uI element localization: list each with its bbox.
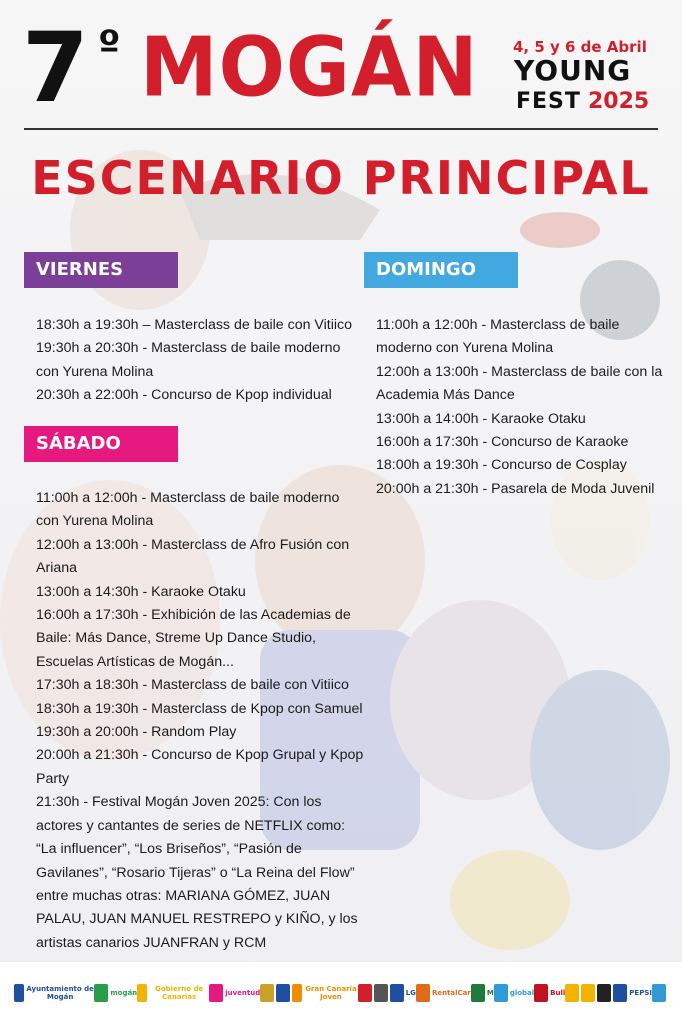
entry-activity: Pasarela de Moda Juvenil: [491, 480, 655, 497]
fest-label: FEST: [516, 89, 581, 114]
sponsor-logo: [358, 978, 374, 1008]
brand-icon: [374, 984, 388, 1002]
entry-separator: -: [138, 536, 152, 553]
day-header-sabado: SÁBADO: [24, 426, 178, 462]
sponsor-name: Gobierno de Canarias: [155, 985, 204, 1001]
sponsor-logo: [416, 978, 471, 1008]
sponsor-name: PEPSI: [629, 989, 652, 997]
entry-activity: Concurso de Cosplay: [491, 457, 627, 474]
schedule-entry: [36, 314, 356, 337]
sponsor-bar: [0, 962, 682, 1024]
sponsor-logo: [374, 978, 390, 1008]
entry-time: 11:00h a 12:00h: [36, 490, 138, 506]
schedule-domingo: [376, 314, 676, 501]
entry-separator: -: [138, 340, 152, 357]
entry-activity: Concurso de Kpop Grupal y Kpop Party: [36, 747, 364, 787]
stage-title: ESCENARIO PRINCIPAL: [31, 151, 651, 205]
entry-activity: Masterclass de baile con Vitiico: [151, 677, 349, 694]
sponsor-logo: [613, 978, 652, 1008]
entry-activity: Masterclass de Afro Fusión con Ariana: [36, 536, 350, 577]
sponsor-name: RentalCar: [431, 989, 471, 997]
entry-time: 12:00h a 13:00h: [376, 363, 479, 380]
sponsor-logo: [14, 978, 94, 1008]
schedule-entry: [376, 454, 676, 477]
edition-ordinal: º: [98, 23, 121, 69]
day-header-viernes: VIERNES: [24, 252, 178, 288]
festival-header: [0, 0, 682, 140]
entry-activity: Random Play: [151, 724, 237, 741]
sponsor-logo: [581, 978, 597, 1008]
entry-time: 11:00h a 12:00h: [376, 317, 478, 333]
schedule-entry: [36, 721, 366, 744]
entry-separator: -: [137, 490, 151, 506]
schedule-entry: [36, 581, 366, 604]
brand-icon: [292, 984, 302, 1002]
entry-time: 13:00h a 14:00h: [376, 410, 479, 427]
brand-icon: [471, 984, 485, 1002]
brand-icon: [390, 984, 404, 1002]
entry-separator: -: [138, 677, 152, 694]
sponsor-name: juventud: [225, 989, 261, 997]
entry-activity: Masterclass de Kpop con Samuel: [151, 700, 363, 717]
schedule-entry: [36, 534, 366, 581]
sponsor-logo: [276, 978, 292, 1008]
brand-icon: [613, 984, 627, 1002]
festival-year: 2025: [588, 89, 650, 114]
wave-icon: [94, 984, 108, 1002]
entry-time: 19:30h a 20:30h: [36, 340, 139, 357]
brand-icon: [416, 984, 430, 1002]
schedule-entry: [36, 487, 366, 534]
brand-icon: [597, 984, 611, 1002]
sponsor-logo: [565, 978, 581, 1008]
entry-time: 19:30h a 20:00h: [36, 724, 139, 741]
day-header-domingo: DOMINGO: [364, 252, 518, 288]
entry-activity: Masterclass de baile moderno con Yurena Molina: [376, 317, 620, 357]
brand-icon: [565, 984, 579, 1002]
entry-separator: -: [79, 794, 93, 811]
schedule-entry: [376, 408, 676, 431]
schedule-sabado: [36, 487, 366, 955]
entry-separator: –: [138, 317, 155, 333]
schedule-entry: [376, 314, 676, 361]
entry-separator: -: [478, 410, 492, 427]
entry-activity: Festival Mogán Joven 2025: Con los actores y cantantes de series de NETFLIX como: “La influencer”, “Los Briseños”, “Pasión de Gavilanes”, “Rosario Tijeras” o “La Reina del Flow” entre muchas otras: MARIANA GÓMEZ, JUAN PALAU, JUAN MANUEL RESTREPO y KIÑO, y los artistas canarios JUANFRAN y RCM: [36, 794, 358, 951]
entry-separator: -: [138, 700, 152, 717]
sponsor-logo: [137, 978, 209, 1008]
entry-activity: Concurso de Kpop individual: [151, 387, 332, 404]
sponsor-name: mogán: [110, 989, 138, 997]
sponsor-name: global: [509, 989, 535, 997]
entry-separator: -: [478, 363, 492, 380]
entry-time: 17:30h a 18:30h: [36, 677, 139, 694]
entry-time: 20:30h a 22:00h: [36, 387, 139, 404]
entry-activity: Exhibición de las Academias de Baile: Más Dance, Streme Up Dance Studio, Escuelas Artísticas de Mogán...: [36, 607, 351, 670]
entry-time: 21:30h: [36, 794, 80, 811]
brand-icon: [209, 984, 223, 1002]
entry-time: 16:00h a 17:30h: [36, 607, 139, 624]
entry-separator: -: [138, 387, 152, 404]
shield-icon: [14, 984, 24, 1002]
sponsor-logo: [94, 978, 137, 1008]
sponsor-name: M: [486, 989, 494, 997]
entry-activity: Masterclass de baile moderno con Yurena Molina: [36, 490, 340, 530]
entry-separator: -: [138, 583, 152, 600]
entry-time: 13:00h a 14:30h: [36, 583, 139, 600]
schedule-entry: [36, 604, 366, 674]
entry-time: 20:00h a 21:30h: [36, 747, 139, 764]
entry-separator: -: [478, 480, 492, 497]
brand-icon: [494, 984, 508, 1002]
entry-separator: -: [478, 434, 492, 451]
entry-time: 18:30h a 19:30h: [36, 700, 139, 717]
festival-dates: 4, 5 y 6 de Abril: [513, 38, 647, 56]
brand-icon: [652, 984, 666, 1002]
sponsor-logo: [534, 978, 565, 1008]
entry-separator: -: [138, 724, 152, 741]
sponsor-name: Gran Canaria Joven: [305, 985, 357, 1001]
sponsor-logo: [597, 978, 613, 1008]
sponsor-logo: [471, 978, 494, 1008]
header-divider: [24, 128, 658, 130]
entry-separator: -: [138, 747, 152, 764]
sponsor-logo: [494, 978, 534, 1008]
schedule-entry: [36, 337, 356, 384]
young-label: YOUNG: [514, 54, 632, 87]
brand-icon: [276, 984, 290, 1002]
festival-name: MOGÁN: [140, 20, 479, 116]
sponsor-logo: [652, 978, 668, 1008]
schedule-viernes: [36, 314, 356, 408]
entry-activity: Karaoke Otaku: [491, 410, 586, 427]
entry-time: 18:00h a 19:30h: [376, 457, 479, 474]
schedule-entry: [376, 431, 676, 454]
crest-icon: [260, 984, 274, 1002]
brand-icon: [358, 984, 372, 1002]
schedule-entry: [36, 674, 366, 697]
entry-activity: Karaoke Otaku: [151, 583, 246, 600]
sponsor-logo: [390, 978, 416, 1008]
schedule-entry: [36, 744, 366, 791]
schedule-entry: [376, 361, 676, 408]
schedule-entry: [36, 698, 366, 721]
sponsor-name: Ayuntamiento de Mogán: [26, 985, 94, 1001]
entry-separator: -: [138, 607, 152, 624]
edition-number: 7: [22, 12, 87, 124]
entry-time: 18:30h a 19:30h: [36, 317, 139, 333]
crest-icon: [137, 984, 147, 1002]
entry-time: 20:00h a 21:30h: [376, 480, 479, 497]
sponsor-logo: [260, 978, 276, 1008]
schedule-entry: [36, 791, 366, 955]
entry-separator: -: [478, 457, 492, 474]
entry-time: 16:00h a 17:30h: [376, 434, 479, 451]
schedule-entry: [36, 384, 356, 407]
sponsor-name: LG: [405, 989, 416, 997]
sponsor-name: Bull: [550, 989, 566, 997]
entry-time: 12:00h a 13:00h: [36, 536, 139, 553]
brand-icon: [581, 984, 595, 1002]
entry-separator: -: [477, 317, 491, 333]
entry-activity: Concurso de Karaoke: [491, 434, 629, 451]
entry-activity: Masterclass de baile con Vitiico: [154, 317, 353, 333]
sponsor-logo: [292, 978, 357, 1008]
entry-activity: Masterclass de baile moderno con Yurena Molina: [36, 340, 341, 380]
entry-activity: Masterclass de baile con la Academia Más Dance: [376, 363, 663, 404]
schedule-entry: [376, 478, 676, 501]
brand-icon: [534, 984, 548, 1002]
sponsor-logo: [209, 978, 260, 1008]
